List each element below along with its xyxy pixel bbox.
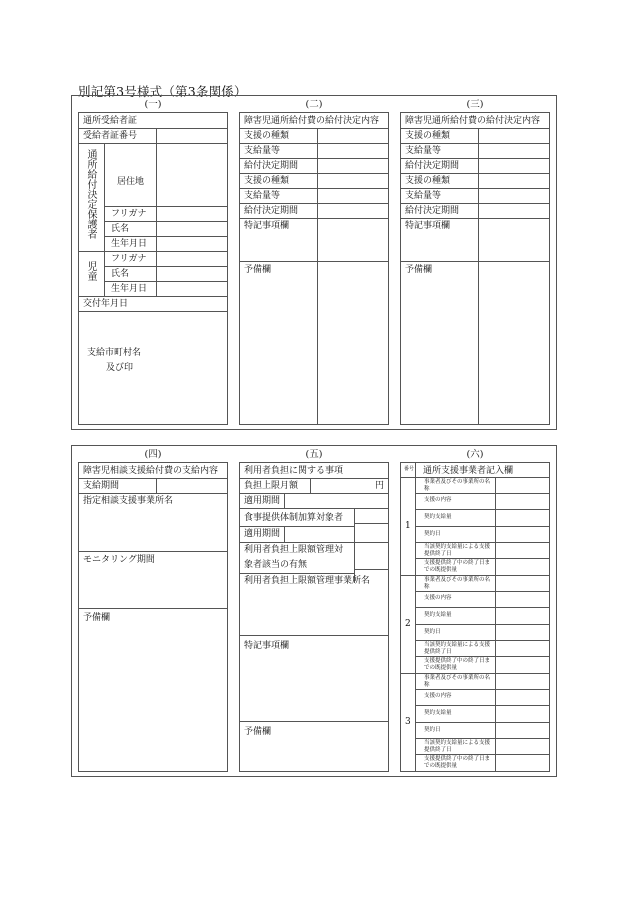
panel-6 <box>400 449 550 773</box>
yen-label: 円 <box>375 481 385 491</box>
meal-label: 食事提供体制加算対象者 <box>244 513 344 523</box>
p3-row-3: 支援の種類 <box>405 176 451 186</box>
num-header: 番号 <box>404 466 415 472</box>
p2-reserve-label: 予備欄 <box>244 265 272 275</box>
p3-row-0: 支援の種類 <box>405 131 451 141</box>
b3-item-4: 当該契約支給量による支援提供終了日 <box>424 740 491 753</box>
b1-item-3: 契約日 <box>424 531 441 537</box>
block-3-num: 3 <box>405 717 411 727</box>
block-1-num: 1 <box>405 521 411 531</box>
b1-item-1: 支援の内容 <box>424 497 452 503</box>
p5-special-label: 特記事項欄 <box>244 641 290 651</box>
p2-row-1: 支給量等 <box>244 146 281 156</box>
panel-2-box <box>239 112 389 425</box>
panel-3-header: (三) <box>466 99 484 110</box>
guardian-birth-label: 生年月日 <box>111 239 148 249</box>
child-birth-label: 生年月日 <box>111 284 148 294</box>
issue-date-label: 交付年月日 <box>83 299 129 309</box>
b1-item-4: 当該契約支給量による支援提供終了日 <box>424 544 491 557</box>
p2-row-4: 支給量等 <box>244 191 281 201</box>
cert-number-label: 受給者証番号 <box>83 131 138 141</box>
panel-4-header: (四) <box>144 449 162 460</box>
panel-3-title: 障害児通所給付費の給付決定内容 <box>405 116 541 126</box>
p5-reserve-label: 予備欄 <box>244 727 272 737</box>
guardian-group-label: 通所給付決定保護者 <box>85 149 96 239</box>
b1-item-0: 事業者及びその事業所の名称 <box>424 479 491 492</box>
p4-reserve-label: 予備欄 <box>83 613 111 623</box>
p2-row-2: 給付決定期間 <box>244 161 299 171</box>
b3-item-2: 契約支給量 <box>424 710 452 716</box>
b2-item-0: 事業者及びその事業所の名称 <box>424 577 491 590</box>
panel-3-box <box>400 112 550 425</box>
monitoring-label: モニタリング期間 <box>83 555 155 565</box>
p2-special-label: 特記事項欄 <box>244 221 290 231</box>
address-label: 居住地 <box>117 177 145 187</box>
b3-item-0: 事業者及びその事業所の名称 <box>424 675 491 688</box>
panel-5-box <box>239 462 389 772</box>
block-2-num: 2 <box>405 619 411 629</box>
panel-2-header: (二) <box>305 99 323 110</box>
panel-6-header: (六) <box>466 449 484 460</box>
mgmt-label-2: 象者該当の有無 <box>244 560 308 570</box>
panel-6-title: 通所支援事業者記入欄 <box>423 466 514 476</box>
panel-1 <box>78 99 228 425</box>
page-title: 別記第3号様式（第3条関係） <box>78 84 247 99</box>
p3-reserve-label: 予備欄 <box>405 265 433 275</box>
p3-row-2: 給付決定期間 <box>405 161 460 171</box>
panel-4-box <box>78 462 228 772</box>
mgmt-label-1: 利用者負担上限額管理対 <box>244 545 344 555</box>
support-period-label: 支給期間 <box>83 481 120 491</box>
b2-item-1: 支援の内容 <box>424 595 452 601</box>
limit-label: 負担上限月額 <box>244 481 299 491</box>
child-furigana-label: フリガナ <box>111 254 147 264</box>
panel-3 <box>400 99 550 425</box>
b3-item-3: 契約日 <box>424 727 441 733</box>
mgmt-office-label: 利用者負担上限額管理事業所名 <box>244 576 371 586</box>
panel-4-title: 障害児相談支援給付費の支給内容 <box>83 466 219 476</box>
period2-label: 適用期間 <box>244 529 281 539</box>
p2-row-5: 給付決定期間 <box>244 206 299 216</box>
consult-office-label: 指定相談支援事業所名 <box>83 496 174 506</box>
b2-item-3: 契約日 <box>424 629 441 635</box>
b3-item-5: 支援提供終了中の終了日までの既提供量 <box>424 756 491 769</box>
guardian-furigana-label: フリガナ <box>111 209 147 219</box>
p3-row-1: 支給量等 <box>405 146 442 156</box>
panel-1-box <box>78 112 228 425</box>
panel-4 <box>78 449 228 773</box>
municipality-label: 支給市町村名 <box>87 348 142 358</box>
panel-6-box <box>400 462 550 772</box>
period1-label: 適用期間 <box>244 496 281 506</box>
p3-row-5: 給付決定期間 <box>405 206 460 216</box>
panel-2 <box>239 99 389 425</box>
panel-2-title: 障害児通所給付費の給付決定内容 <box>244 116 380 126</box>
panel-5 <box>239 449 389 773</box>
municipality-seal-label: 及び印 <box>106 363 134 373</box>
child-group-label: 児童 <box>85 261 96 281</box>
b2-item-4: 当該契約支給量による支援提供終了日 <box>424 642 491 655</box>
panel-5-title: 利用者負担に関する事項 <box>244 466 344 476</box>
recipient-cert-label: 通所受給者証 <box>83 116 138 126</box>
b1-item-5: 支援提供終了中の終了日までの既提供量 <box>424 560 491 573</box>
b2-item-5: 支援提供終了中の終了日までの既提供量 <box>424 658 491 671</box>
child-name-label: 氏名 <box>111 269 130 279</box>
b2-item-2: 契約支給量 <box>424 612 452 618</box>
panel-1-header: (一) <box>144 99 162 110</box>
p3-special-label: 特記事項欄 <box>405 221 451 231</box>
guardian-name-label: 氏名 <box>111 224 130 234</box>
p2-row-0: 支援の種類 <box>244 131 290 141</box>
b3-item-1: 支援の内容 <box>424 693 452 699</box>
p2-row-3: 支援の種類 <box>244 176 290 186</box>
b1-item-2: 契約支給量 <box>424 514 452 520</box>
p3-row-4: 支給量等 <box>405 191 442 201</box>
panel-5-header: (五) <box>305 449 323 460</box>
